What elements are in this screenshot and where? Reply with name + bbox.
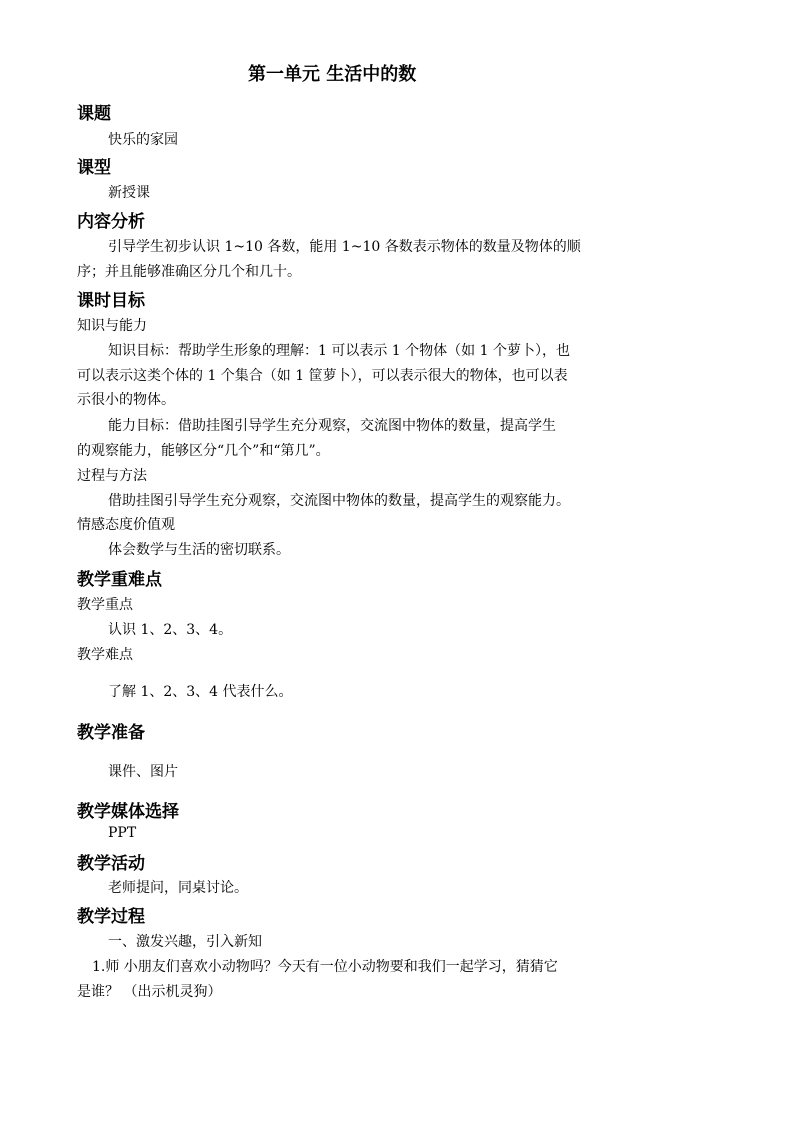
subheading-knowledge: 知识与能力 — [77, 318, 147, 334]
process-line: 一、激发兴趣，引入新知 — [108, 934, 262, 950]
heading-lesson-type: 课型 — [77, 158, 111, 178]
process-line: 1.师 小朋友们喜欢小动物吗？今天有一位小动物要和我们一起学习，猜猜它 — [92, 959, 558, 975]
heading-topic: 课题 — [77, 104, 111, 124]
content-analysis-line: 序；并且能够准确区分几个和几十。 — [77, 264, 301, 280]
knowledge-line: 可以表示这类个体的 1 个集合（如 1 筐萝卜），可以表示很大的物体，也可以表 — [77, 368, 568, 384]
topic-text: 快乐的家园 — [108, 132, 178, 148]
knowledge-line: 的观察能力，能够区分“几个”和“第几”。 — [77, 443, 330, 459]
subheading-emotion: 情感态度价值观 — [77, 517, 175, 533]
process-method-line: 借助挂图引导学生充分观察，交流图中物体的数量，提高学生的观察能力。 — [108, 493, 570, 509]
subheading-process-method: 过程与方法 — [77, 468, 147, 484]
heading-objectives: 课时目标 — [77, 291, 145, 311]
content-analysis-line: 引导学生初步认识 1~10 各数，能用 1~10 各数表示物体的数量及物体的顺 — [108, 239, 581, 255]
heading-activity: 教学活动 — [77, 854, 145, 874]
knowledge-line: 示很小的物体。 — [77, 392, 175, 408]
heading-key-points: 教学重难点 — [77, 570, 162, 590]
preparation-text: 课件、图片 — [108, 764, 178, 780]
heading-preparation: 教学准备 — [77, 723, 145, 743]
activity-text: 老师提问，同桌讨论。 — [108, 880, 248, 896]
page-title: 第一单元 生活中的数 — [248, 64, 417, 85]
media-text: PPT — [108, 825, 137, 841]
lesson-type-text: 新授课 — [108, 185, 150, 201]
heading-media: 教学媒体选择 — [77, 802, 179, 822]
process-line: 是谁？ （出示机灵狗） — [77, 984, 222, 1000]
subheading-focus: 教学重点 — [77, 597, 133, 613]
difficulty-text: 了解 1、2、3、4 代表什么。 — [108, 684, 293, 700]
heading-process: 教学过程 — [77, 907, 145, 927]
knowledge-line: 能力目标：借助挂图引导学生充分观察，交流图中物体的数量，提高学生 — [108, 418, 556, 434]
focus-text: 认识 1、2、3、4。 — [108, 622, 233, 638]
subheading-difficulty: 教学难点 — [77, 647, 133, 663]
knowledge-line: 知识目标：帮助学生形象的理解：1 可以表示 1 个物体（如 1 个萝卜），也 — [108, 343, 570, 359]
heading-content-analysis: 内容分析 — [77, 212, 145, 232]
emotion-line: 体会数学与生活的密切联系。 — [108, 542, 290, 558]
